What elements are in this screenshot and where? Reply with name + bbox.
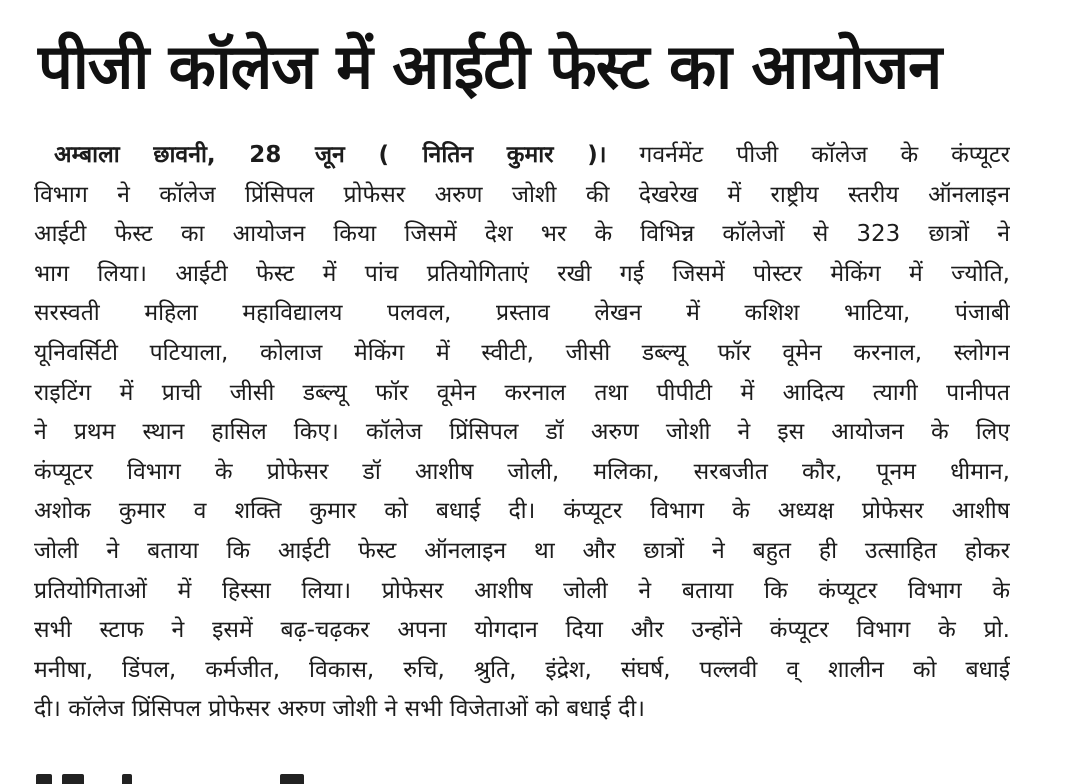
cropped-glyph	[36, 774, 52, 784]
article-headline: पीजी कॉलेज में आईटी फेस्ट का आयोजन	[38, 30, 942, 103]
article-line-3: आईटी फेस्ट का आयोजन किया जिसमें देश भर के विभिन्न कॉलेजों से 323 छात्रों ने	[34, 221, 1010, 248]
article-line-10: अशोक कुमार व शक्ति कुमार को बधाई दी। कंप्यूटर विभाग के अध्यक्ष प्रोफेसर आशीष	[34, 498, 1010, 525]
cropped-glyph	[280, 774, 304, 784]
article-line-8: ने प्रथम स्थान हासिल किए। कॉलेज प्रिंसिपल डॉ अरुण जोशी ने इस आयोजन के लिए	[34, 419, 1010, 446]
article-body	[34, 136, 1010, 730]
article-line-1	[34, 136, 1010, 176]
article-line-12: प्रतियोगिताओं में हिस्सा लिया। प्रोफेसर आशीष जोली ने बताया कि कंप्यूटर विभाग के	[34, 577, 1010, 604]
article-line-5: सरस्वती महिला महाविद्यालय पलवल, प्रस्ताव लेखन में कशिश भाटिया, पंजाबी	[34, 300, 1010, 327]
cropped-glyph	[62, 774, 84, 784]
article-line-14: मनीषा, डिंपल, कर्मजीत, विकास, रुचि, श्रुति, इंद्रेश, संघर्ष, पल्लवी व् शालीन को बधाई	[34, 656, 1010, 683]
article-line-6: यूनिवर्सिटी पटियाला, कोलाज मेकिंग में स्वीटी, जीसी डब्ल्यू फॉर वूमेन करनाल, स्लोगन	[34, 339, 1010, 366]
article-line-11: जोली ने बताया कि आईटी फेस्ट ऑनलाइन था और छात्रों ने बहुत ही उत्साहित होकर	[34, 537, 1010, 564]
article-dateline: अम्बाला छावनी, 28 जून ( नितिन कुमार )।	[54, 142, 607, 168]
article-line-2: विभाग ने कॉलेज प्रिंसिपल प्रोफेसर अरुण जोशी की देखरेख में राष्ट्रीय स्तरीय ऑनलाइन	[34, 181, 1010, 208]
article-line-7: राइटिंग में प्राची जीसी डब्ल्यू फॉर वूमेन करनाल तथा पीपीटी में आदित्य त्यागी पानीपत	[34, 379, 1010, 406]
article-line-9: कंप्यूटर विभाग के प्रोफेसर डॉ आशीष जोली, मलिका, सरबजीत कौर, पूनम धीमान,	[34, 458, 1010, 485]
article-line-1-text: गवर्नमेंट पीजी कॉलेज के कंप्यूटर	[639, 142, 1010, 168]
article-line-13: सभी स्टाफ ने इसमें बढ़-चढ़कर अपना योगदान दिया और उन्होंने कंप्यूटर विभाग के प्रो.	[34, 617, 1010, 644]
article-line-4: भाग लिया। आईटी फेस्ट में पांच प्रतियोगिताएं रखी गई जिसमें पोस्टर मेकिंग में ज्योति,	[34, 260, 1010, 287]
cropped-glyph	[122, 774, 132, 784]
article-line-15: दी। कॉलेज प्रिंसिपल प्रोफेसर अरुण जोशी ने सभी विजेताओं को बधाई दी।	[34, 696, 645, 723]
next-article-fragment	[30, 770, 330, 784]
